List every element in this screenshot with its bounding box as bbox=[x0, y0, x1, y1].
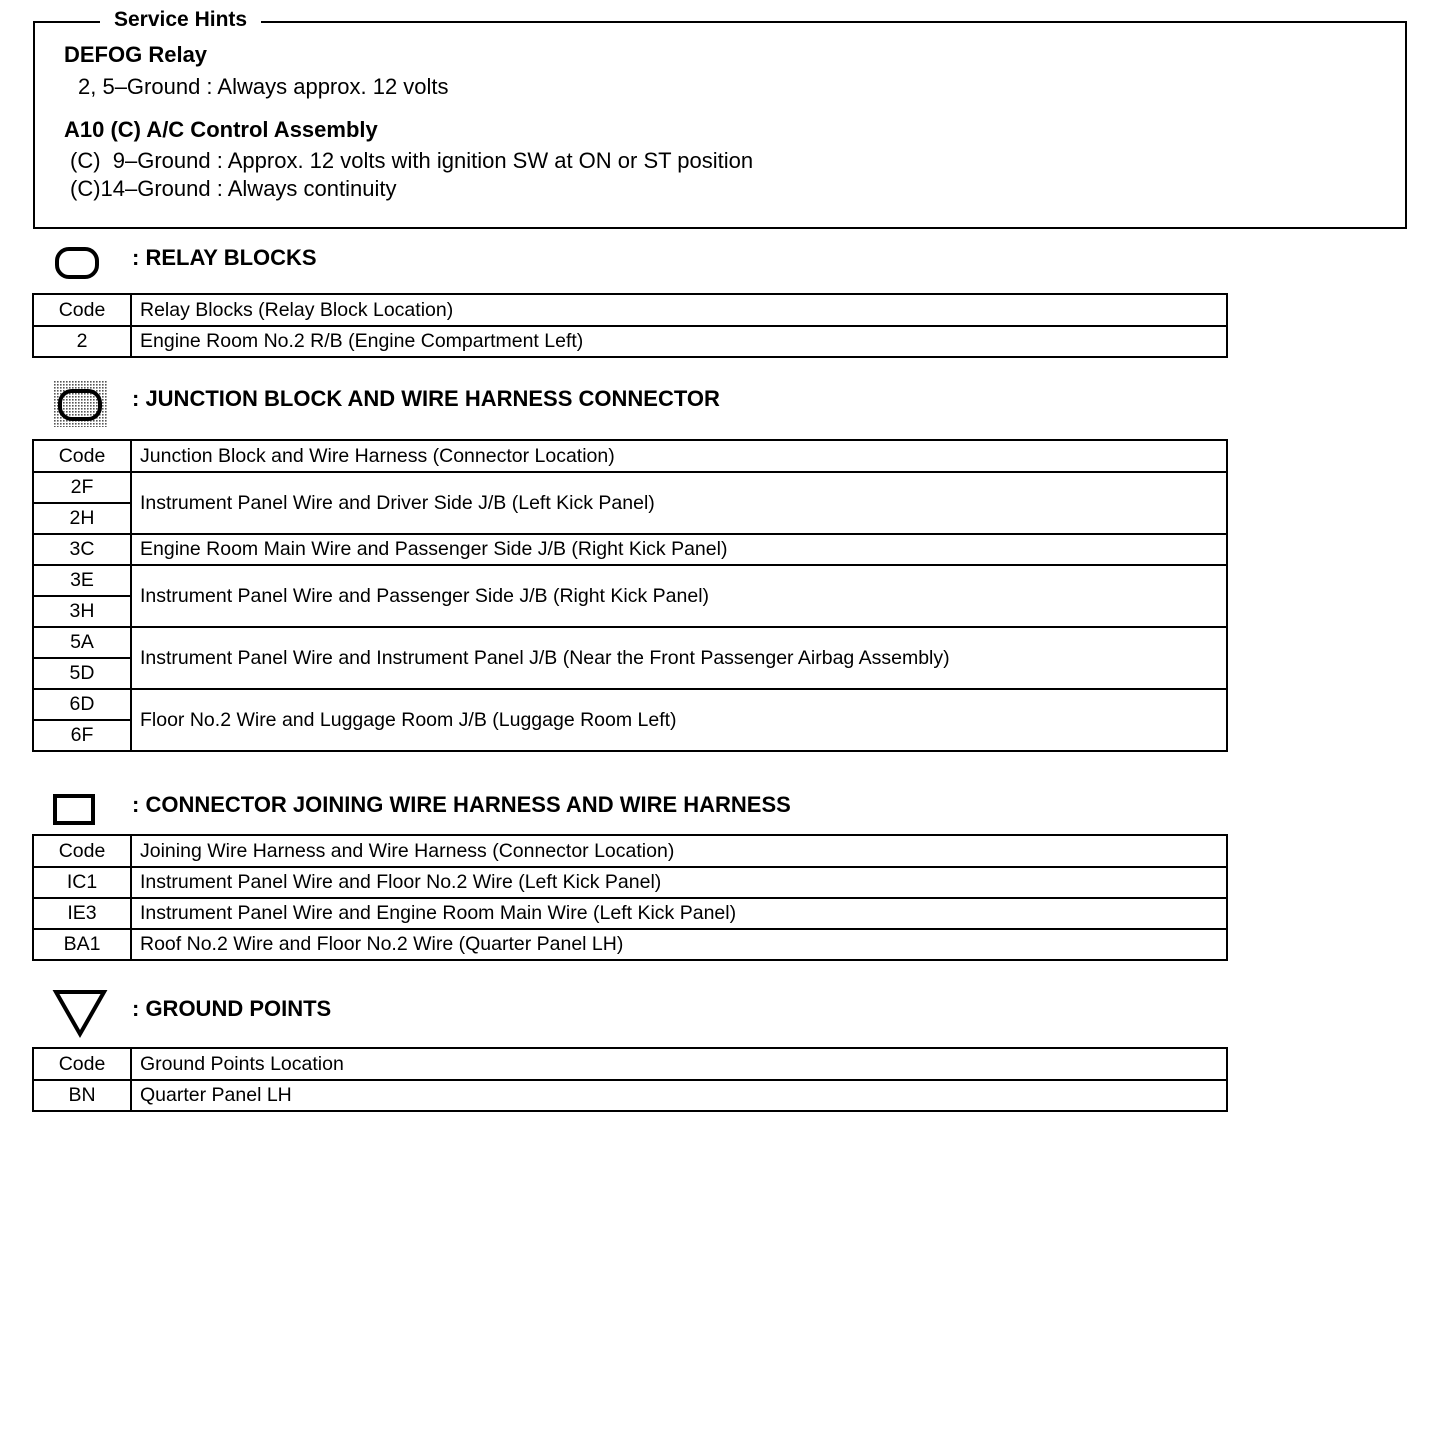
code-cell: 3C bbox=[33, 534, 131, 565]
location-header: Relay Blocks (Relay Block Location) bbox=[131, 294, 1227, 326]
code-header: Code bbox=[33, 1048, 131, 1080]
ac-control-line-2: (C)14–Ground : Always continuity bbox=[70, 176, 397, 201]
relay-blocks-title: : RELAY BLOCKS bbox=[132, 245, 317, 270]
connector-table bbox=[32, 834, 1228, 961]
connector-title: : CONNECTOR JOINING WIRE HARNESS AND WIRE HARNESS bbox=[132, 792, 791, 817]
location-header: Ground Points Location bbox=[131, 1048, 1227, 1080]
rounded-rectangle-icon bbox=[54, 246, 100, 280]
triangle-down-icon bbox=[52, 988, 108, 1040]
defog-relay-line: 2, 5–Ground : Always approx. 12 volts bbox=[78, 74, 449, 99]
location-cell: Instrument Panel Wire and Engine Room Main Wire (Left Kick Panel) bbox=[131, 898, 1227, 929]
table-header-row bbox=[33, 1048, 1227, 1080]
table-header-row bbox=[33, 294, 1227, 326]
location-cell: Instrument Panel Wire and Driver Side J/B (Left Kick Panel) bbox=[131, 472, 1227, 534]
ground-points-table bbox=[32, 1047, 1228, 1112]
code-cell: 6D bbox=[33, 689, 131, 720]
table-row bbox=[33, 472, 1227, 503]
location-cell: Instrument Panel Wire and Instrument Panel J/B (Near the Front Passenger Airbag Assembly) bbox=[131, 627, 1227, 689]
junction-block-title: : JUNCTION BLOCK AND WIRE HARNESS CONNECTOR bbox=[132, 386, 720, 411]
table-row bbox=[33, 898, 1227, 929]
code-header: Code bbox=[33, 294, 131, 326]
table-header-row bbox=[33, 835, 1227, 867]
table-row bbox=[33, 1080, 1227, 1111]
code-cell: 2F bbox=[33, 472, 131, 503]
relay-blocks-table bbox=[32, 293, 1228, 358]
junction-block-table bbox=[32, 439, 1228, 752]
ground-points-title: : GROUND POINTS bbox=[132, 996, 332, 1021]
location-header: Junction Block and Wire Harness (Connector Location) bbox=[131, 440, 1227, 472]
code-cell: 3E bbox=[33, 565, 131, 596]
code-cell: BN bbox=[33, 1080, 131, 1111]
table-row bbox=[33, 689, 1227, 720]
table-row bbox=[33, 867, 1227, 898]
code-cell: 5A bbox=[33, 627, 131, 658]
defog-relay-heading: DEFOG Relay bbox=[64, 42, 208, 67]
code-header: Code bbox=[33, 440, 131, 472]
ac-control-heading: A10 (C) A/C Control Assembly bbox=[64, 117, 378, 142]
service-hints-title: Service Hints bbox=[100, 7, 261, 33]
table-row bbox=[33, 929, 1227, 960]
code-cell: BA1 bbox=[33, 929, 131, 960]
ac-control-line-1: (C) 9–Ground : Approx. 12 volts with ignition SW at ON or ST position bbox=[70, 148, 754, 173]
location-cell: Instrument Panel Wire and Passenger Side J/B (Right Kick Panel) bbox=[131, 565, 1227, 627]
code-cell: 2H bbox=[33, 503, 131, 534]
location-cell: Roof No.2 Wire and Floor No.2 Wire (Quarter Panel LH) bbox=[131, 929, 1227, 960]
location-cell: Quarter Panel LH bbox=[131, 1080, 1227, 1111]
location-cell: Floor No.2 Wire and Luggage Room J/B (Luggage Room Left) bbox=[131, 689, 1227, 751]
table-row bbox=[33, 565, 1227, 596]
location-cell: Instrument Panel Wire and Floor No.2 Wire (Left Kick Panel) bbox=[131, 867, 1227, 898]
code-cell: 6F bbox=[33, 720, 131, 751]
rectangle-icon bbox=[52, 793, 98, 827]
location-cell: Engine Room No.2 R/B (Engine Compartment Left) bbox=[131, 326, 1227, 357]
table-header-row bbox=[33, 440, 1227, 472]
code-cell: IE3 bbox=[33, 898, 131, 929]
location-header: Joining Wire Harness and Wire Harness (Connector Location) bbox=[131, 835, 1227, 867]
code-cell: IC1 bbox=[33, 867, 131, 898]
table-row bbox=[33, 326, 1227, 357]
code-cell: 5D bbox=[33, 658, 131, 689]
location-cell: Engine Room Main Wire and Passenger Side J/B (Right Kick Panel) bbox=[131, 534, 1227, 565]
code-header: Code bbox=[33, 835, 131, 867]
table-row bbox=[33, 627, 1227, 658]
table-row bbox=[33, 534, 1227, 565]
code-cell: 2 bbox=[33, 326, 131, 357]
shaded-rounded-rectangle-icon bbox=[54, 381, 108, 427]
code-cell: 3H bbox=[33, 596, 131, 627]
